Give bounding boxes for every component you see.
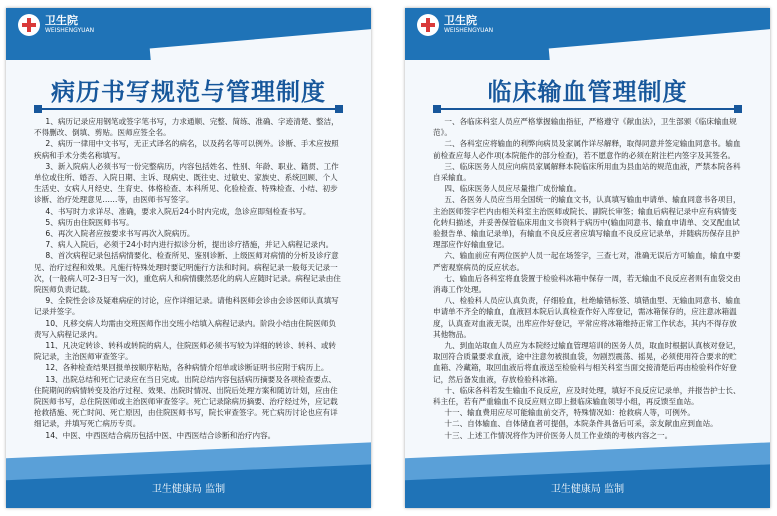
rule-paragraph: 十一、输血费用应尽可能输血前交齐，特殊情况如：抢救病人等，可例外。 [444,408,695,418]
footer-issuer: 卫生健康局 监制 [550,484,625,495]
title-divider [34,108,343,110]
rule-paragraph: 1、病历记录应用钢笔或签字笔书写，力求通顺、完整、简练、准确、字迹清楚、整洁，不得删改、倒填、剪贴。医师应签全名。 [34,117,339,138]
rule-paragraph: 14、中医、中西医结合病历包括中医、中西医结合诊断和治疗内容。 [45,430,276,440]
rule-paragraph: 十三、上述工作情况将作为评价医务人员工作业绩的考核内容之一。 [444,430,673,440]
logo-pinyin: WEISHENGYUAN [45,27,95,34]
rule-paragraph: 12、各种检查结果回报单按顺序粘贴，各种病情介绍单或诊断证明书应附于病历上。 [45,363,329,373]
logo-name: 卫生院 [45,14,78,27]
rules-text [34,116,343,460]
rule-paragraph: 11、凡决定转诊、转科或转院的病人，住院医师必须书写较为详细的转诊、转科、或转院记录，主治医师审查签字。 [34,341,337,362]
hospital-cross-icon [18,14,40,36]
rule-paragraph: 三、临床医务人员应向病员家属解释本院临床所用血为县血站的规范血液，严禁本院各科自采输血。 [433,161,741,183]
footer-bar [405,464,770,508]
footer-issuer: 卫生健康局 监制 [151,484,226,495]
rule-paragraph: 十二、自体输血、自体储血者可提倡，本院条件具备后可采，亲友献血应到血站。 [444,419,718,429]
rule-paragraph: 10、凡移交病人均需由交班医师作出交班小结填入病程记录内。阶段小结由住院医师负责写入病程记录内。 [34,318,337,339]
rule-paragraph: 8、首次病程记录包括病情要化、检查所见、鉴别诊断、上级医师对病情的分析及诊疗意见、治疗过程和效果。凡施行特殊处理时要记明施行方法和时间。病程记录一般每天记录一次，(一般病人可2-3日写一次)，重危病人和病情骤然恶化的病人应随时记录。病程记录由住院医师负责记载。 [34,251,341,295]
hospital-logo [417,14,493,36]
rule-paragraph: 4、书写时力求详尽、准确，要求入院后24小时内完成，急诊应即刻检查书写。 [45,206,311,216]
rule-paragraph: 五、各医务人员应当用全国统一的输血文书，认真填写输血申请单、输血同意书各项目，主治医师签字栏内由相关科室主治医师或院长、副院长审签；输血后病程记录中应有病情变化转归描述，并妥善保管临床用血文书资料于病历中(输血同意书、输血申请单、交叉配血试验报告单、输血记录单)，有输血不良反应者应填写输血不良反应记录单，并随病历保存且护理部应作好输血登记。 [433,195,741,250]
rule-paragraph: 一、各临床科室人员应严格掌握输血指征，严格遵守《献血法》，卫生部颁《临床输血规范》。 [433,117,737,138]
title-divider [433,108,742,110]
hospital-cross-icon [417,14,439,36]
rule-paragraph: 9、全院性会诊及疑难病症的讨论，应作详细记录。请他科医师会诊由会诊医师认真填写记录并签字。 [34,296,339,317]
rule-paragraph: 7、病人入院后，必须于24小时内进行拟诊分析，提出诊疗措施，并记入病程记录内。 [45,240,334,250]
hospital-logo [18,14,94,36]
rule-paragraph: 2、病历一律用中文书写，无正式译名的病名，以及药名等可以例外。诊断、手术应按照疾病和手术分类名称填写。 [34,139,339,160]
rule-paragraph: 十、临床各科若发生输血不良反应，应及时处理，填好不良反应记录单，并报告护士长、科主任，若有严重输血不良反应则立即上报临床输血领导小组，再反馈至血站。 [433,385,741,407]
rule-paragraph: 13、出院总结和死亡记录应在当日完成。出院总结内容包括病历摘要及各项检查要点、住院期间的病情转变及治疗过程、效果、出院时情况、出院后处理方案和随访计划，应由住院医师书写，总住院医师或主治医师审查签字。死亡记录除病历摘要、治疗经过外，应记载抢救措施、死亡时间、死亡原因，由住院医师书写，院长审查签字。死亡病历讨论也应有详细记录，并填写死亡病历专页。 [34,374,338,429]
poster-title: 临床输血管理制度 [487,78,688,106]
logo-pinyin: WEISHENGYUAN [444,27,494,34]
logo-name: 卫生院 [444,14,477,27]
rule-paragraph: 六、输血前应有两位医护人员一起在场签字，三查七对，准确无误后方可输血，输血中要严密观察病员的反应状态。 [433,251,741,272]
rule-paragraph: 九、到血站取血人员应为本院经过输血管理培训的医务人员，取血时根据认真核对登记，取回符合质量要求血液，途中注意勿被损血袋，勿剧烈震荡、摇晃，必须使用符合要求的贮血箱、冷藏箱，取回血液后将血液送至检验科与相关科室当面交接清楚后再由检验科作好登记，然后备发血液，存放检验科冰箱。 [433,341,741,384]
left-poster [6,8,371,508]
poster-title: 病历书写规范与管理制度 [51,78,326,106]
rule-paragraph: 5、病历由住院医师书写。 [45,217,134,227]
rules-text [433,116,742,460]
footer-bar [6,464,371,508]
rule-paragraph: 七、输血后各科室将血袋置于检验科冰箱中保存一周，若无输血不良反应者则有血袋交由消毒工作处理。 [433,273,741,295]
rule-paragraph: 四、临床医务人员应尽量推广成份输血。 [444,184,582,194]
rule-paragraph: 3、新入院病人必须书写一份完整病历，内容包括姓名、性别、年龄、职业、籍贯、工作单位或住所、婚否、入院日期、主诉、现病史、既往史、过敏史、家族史、系统回顾、个人生活史、女病人月经史、生育史、体格检查、本科所见、化验检查、特殊检查、小结、初步诊断、治疗处理意见……等，由医师书写签字。 [34,161,339,205]
rule-paragraph: 八、检验科人员应认真负责，仔细验血，杜绝输错标签、填错血型、无输血同意书、输血申请单不齐全的输血，血液回本院后认真检查作好入库登记，需冰箱保存的，应注意冰箱温度，认真查对血液无误，出库应作好登记，平常应将冰箱维持正常工作状态，其内不得存放其他物品。 [433,296,741,339]
rule-paragraph: 二、各科室应将输血的利弊向病员及家属作详尽解释，取得同意并签定输血同意书。输血前检查应每人必作项(本院能作的部分检查)，若不愿意作的必须在附注栏内签字及其签名。 [433,139,741,160]
right-poster [405,8,770,508]
rule-paragraph: 6、再次入院者应按要求书写再次入院病历。 [45,229,195,239]
